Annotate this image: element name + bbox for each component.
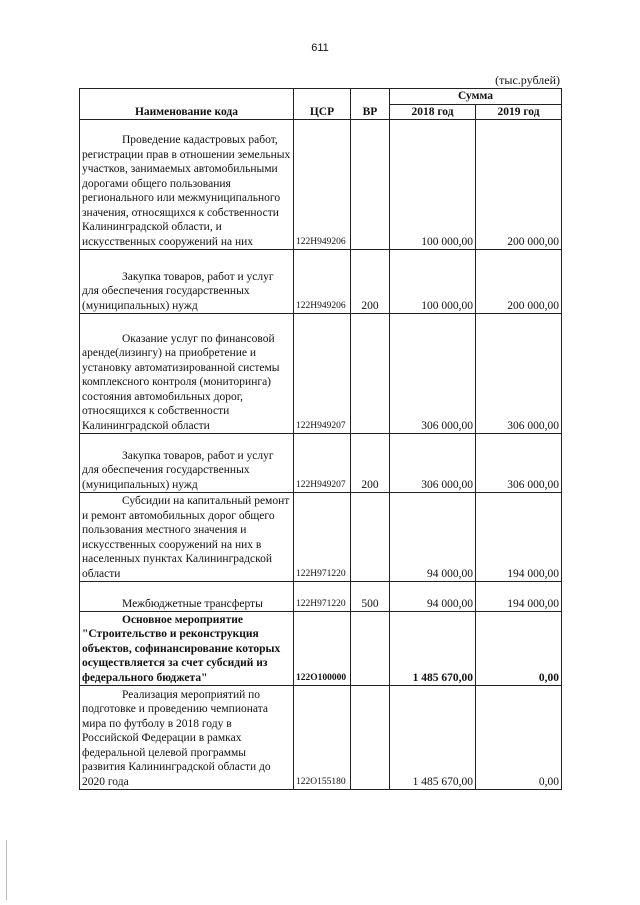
table-row xyxy=(80,582,562,612)
row-name: Субсидии на капитальный ремонт и ремонт автомобильных дорог общего пользования местного значения и искусственных сооружений на них в населенных пунктах Калининградской области xyxy=(82,495,290,580)
row-sum-2019: 306 000,00 xyxy=(476,314,562,434)
table-row xyxy=(80,314,562,434)
header-sum: Сумма xyxy=(390,89,562,105)
row-csr: 122O100000 xyxy=(294,612,351,686)
table-row xyxy=(80,493,562,582)
row-sum-2018: 1 485 670,00 xyxy=(390,686,476,790)
row-name: Основное мероприятие "Строительство и реконструкция объектов, софинансирование которых осуществляется за счет субсидий из федерального бюджета" xyxy=(82,613,281,684)
row-vr xyxy=(351,612,390,686)
row-sum-2019: 200 000,00 xyxy=(476,120,562,250)
budget-table xyxy=(79,88,562,790)
row-csr: 122H949206 xyxy=(294,120,351,250)
row-sum-2019: 306 000,00 xyxy=(476,434,562,493)
row-name: Оказание услуг по финансовой аренде(лизингу) на приобретение и установку автоматизированной системы комплексного контроля (мониторинга) состояния автомобильных дорог, относящихся к собственности Калининградской области xyxy=(82,332,280,432)
row-name-cell xyxy=(80,582,294,612)
header-year-2018: 2018 год xyxy=(390,104,476,120)
row-vr xyxy=(351,120,390,250)
table-row xyxy=(80,120,562,250)
row-sum-2019: 194 000,00 xyxy=(476,493,562,582)
row-csr: 122H949207 xyxy=(294,314,351,434)
units-label: (тыс.рублей) xyxy=(495,73,560,87)
row-csr: 122H949206 xyxy=(294,250,351,314)
row-sum-2018: 306 000,00 xyxy=(390,434,476,493)
row-name-cell xyxy=(80,612,294,686)
page-number: 611 xyxy=(311,42,329,54)
row-name-cell xyxy=(80,686,294,790)
row-name-cell xyxy=(80,120,294,250)
row-name: Реализация мероприятий по подготовке и проведению чемпионата мира по футболу в 2018 году в Российской Федерации в рамках федеральной целевой программы развития Калининградской области до 2020 года xyxy=(82,688,271,788)
table-row xyxy=(80,612,562,686)
row-sum-2018: 94 000,00 xyxy=(390,493,476,582)
row-vr xyxy=(351,686,390,790)
header-csr: ЦСР xyxy=(294,89,351,120)
header-row-top xyxy=(80,89,562,105)
row-name: Проведение кадастровых работ, регистрации прав в отношении земельных участков, занимаемых автомобильными дорогами общего пользования регионального или межмуниципального значения, относящихся к собственности Калининградской области, и искусственных сооружений на них xyxy=(82,134,291,248)
row-vr xyxy=(351,314,390,434)
row-csr: 122H949207 xyxy=(294,434,351,493)
row-name-cell xyxy=(80,250,294,314)
row-name-cell xyxy=(80,493,294,582)
scan-edge-mark xyxy=(6,840,7,900)
row-vr: 200 xyxy=(351,434,390,493)
row-csr: 122H971220 xyxy=(294,582,351,612)
row-sum-2018: 100 000,00 xyxy=(390,120,476,250)
row-csr: 122H971220 xyxy=(294,493,351,582)
table-row xyxy=(80,434,562,493)
row-name: Закупка товаров, работ и услуг для обеспечения государственных (муниципальных) нужд xyxy=(82,270,274,312)
header-name: Наименование кода xyxy=(80,89,294,120)
row-name-cell xyxy=(80,314,294,434)
row-sum-2019: 194 000,00 xyxy=(476,582,562,612)
row-sum-2018: 1 485 670,00 xyxy=(390,612,476,686)
row-vr: 500 xyxy=(351,582,390,612)
row-sum-2019: 0,00 xyxy=(476,612,562,686)
row-sum-2019: 200 000,00 xyxy=(476,250,562,314)
row-sum-2019: 0,00 xyxy=(476,686,562,790)
row-sum-2018: 94 000,00 xyxy=(390,582,476,612)
row-name: Межбюджетные трансферты xyxy=(122,597,263,610)
row-sum-2018: 100 000,00 xyxy=(390,250,476,314)
row-vr xyxy=(351,493,390,582)
row-vr: 200 xyxy=(351,250,390,314)
table-row xyxy=(80,250,562,314)
row-sum-2018: 306 000,00 xyxy=(390,314,476,434)
row-csr: 122O155180 xyxy=(294,686,351,790)
row-name: Закупка товаров, работ и услуг для обеспечения государственных (муниципальных) нужд xyxy=(82,449,274,491)
header-vr: ВР xyxy=(351,89,390,120)
row-name-cell xyxy=(80,434,294,493)
table-row xyxy=(80,686,562,790)
header-year-2019: 2019 год xyxy=(476,104,562,120)
